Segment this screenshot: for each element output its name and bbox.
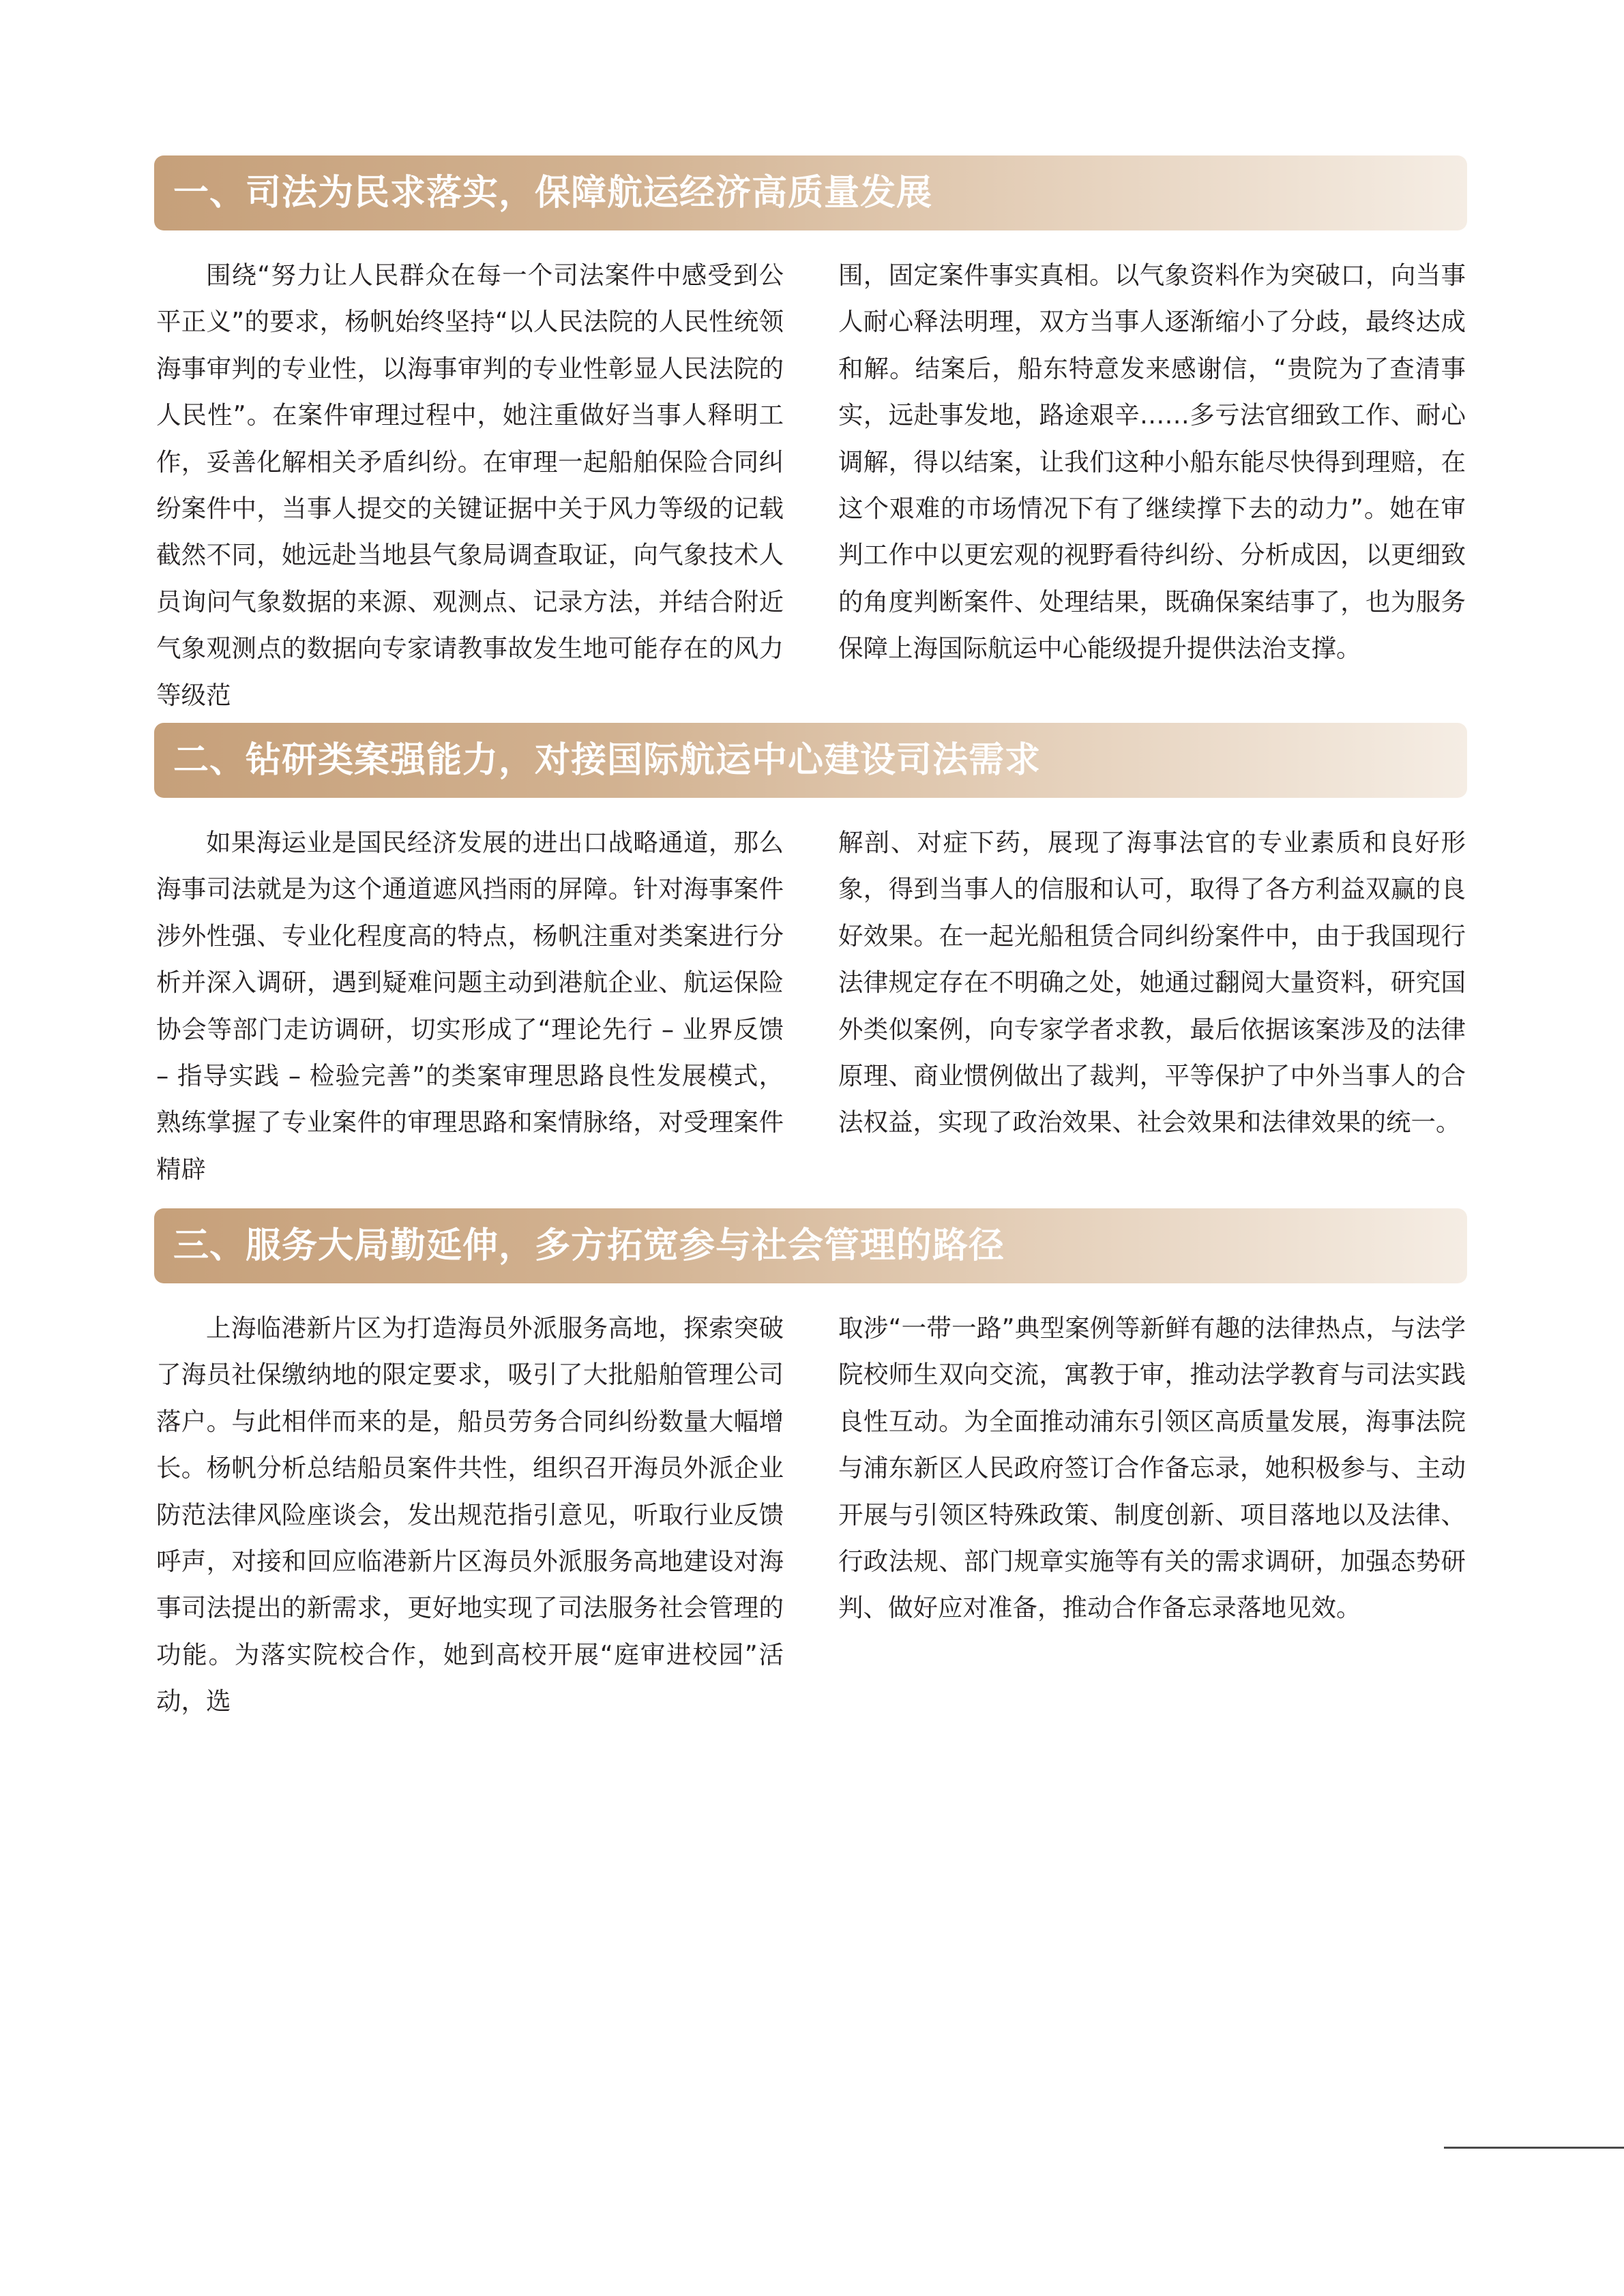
section-2-banner [154, 723, 1467, 798]
section-3-banner [154, 1208, 1467, 1283]
section-2-left-column: 如果海运业是国民经济发展的进出口战略通道，那么海事司法就是为这个通道遮风挡雨的屏障。针对海事案件涉外性强、专业化程度高的特点，杨帆注重对类案进行分析并深入调研，遇到疑难问题主动到港航企业、航运保险协会等部门走访调研，切实形成了“理论先行 – 业界反馈 – 指导实践 – 检验完善”的类案审理思路良性发展模式，熟练掌握了专业案件的审理思路和案情脉络，对受理案件精辟 [156, 828, 784, 1184]
section-1-right-column: 围，固定案件事实真相。以气象资料作为突破口，向当事人耐心释法明理，双方当事人逐渐缩小了分歧，最终达成和解。结案后，船东特意发来感谢信，“贵院为了查清事实，远赴事发地，路途艰辛……多亏法官细致工作、耐心调解，得以结案，让我们这种小船东能尽快得到理赔，在这个艰难的市场情况下有了继续撑下去的动力”。她在审判工作中以更宏观的视野看待纠纷、分析成因，以更细致的角度判断案件、处理结果，既确保案结事了，也为服务保障上海国际航运中心能级提升提供法治支撑。 [838, 260, 1466, 664]
section-1-title: 一、司法为民求落实，保障航运经济高质量发展 [173, 173, 933, 213]
page-footer-rule [1444, 2147, 1624, 2149]
section-1-banner [154, 155, 1467, 230]
section-2-right-column: 解剖、对症下药，展现了海事法官的专业素质和良好形象，得到当事人的信服和认可，取得了各方利益双赢的良好效果。在一起光船租赁合同纠纷案件中，由于我国现行法律规定存在不明确之处，她通过翻阅大量资料，研究国外类似案例，向专家学者求教，最后依据该案涉及的法律原理、商业惯例做出了裁判，平等保护了中外当事人的合法权益，实现了政治效果、社会效果和法律效果的统一。 [838, 828, 1466, 1137]
section-3-left-column: 上海临港新片区为打造海员外派服务高地，探索突破了海员社保缴纳地的限定要求，吸引了大批船舶管理公司落户。与此相伴而来的是，船员劳务合同纠纷数量大幅增长。杨帆分析总结船员案件共性，组织召开海员外派企业防范法律风险座谈会，发出规范指引意见，听取行业反馈呼声，对接和回应临港新片区海员外派服务高地建设对海事司法提出的新需求，更好地实现了司法服务社会管理的功能。为落实院校合作，她到高校开展“庭审进校园”活动，选 [156, 1313, 784, 1716]
section-3-title: 三、服务大局勤延伸，多方拓宽参与社会管理的路径 [173, 1225, 1005, 1266]
section-1-left-column: 围绕“努力让人民群众在每一个司法案件中感受到公平正义”的要求，杨帆始终坚持“以人民法院的人民性统领海事审判的专业性，以海事审判的专业性彰显人民法院的人民性”。在案件审理过程中，她注重做好当事人释明工作，妥善化解相关矛盾纠纷。在审理一起船舶保险合同纠纷案件中，当事人提交的关键证据中关于风力等级的记载截然不同，她远赴当地县气象局调查取证，向气象技术人员询问气象数据的来源、观测点、记录方法，并结合附近气象观测点的数据向专家请教事故发生地可能存在的风力等级范 [156, 260, 784, 710]
section-2-title: 二、钻研类案强能力，对接国际航运中心建设司法需求 [173, 740, 1042, 781]
section-3-right-column: 取涉“一带一路”典型案例等新鲜有趣的法律热点，与法学院校师生双向交流，寓教于审，推动法学教育与司法实践良性互动。为全面推动浦东引领区高质量发展，海事法院与浦东新区人民政府签订合作备忘录，她积极参与、主动开展与引领区特殊政策、制度创新、项目落地以及法律、行政法规、部门规章实施等有关的需求调研，加强态势研判、做好应对准备，推动合作备忘录落地见效。 [838, 1313, 1466, 1623]
